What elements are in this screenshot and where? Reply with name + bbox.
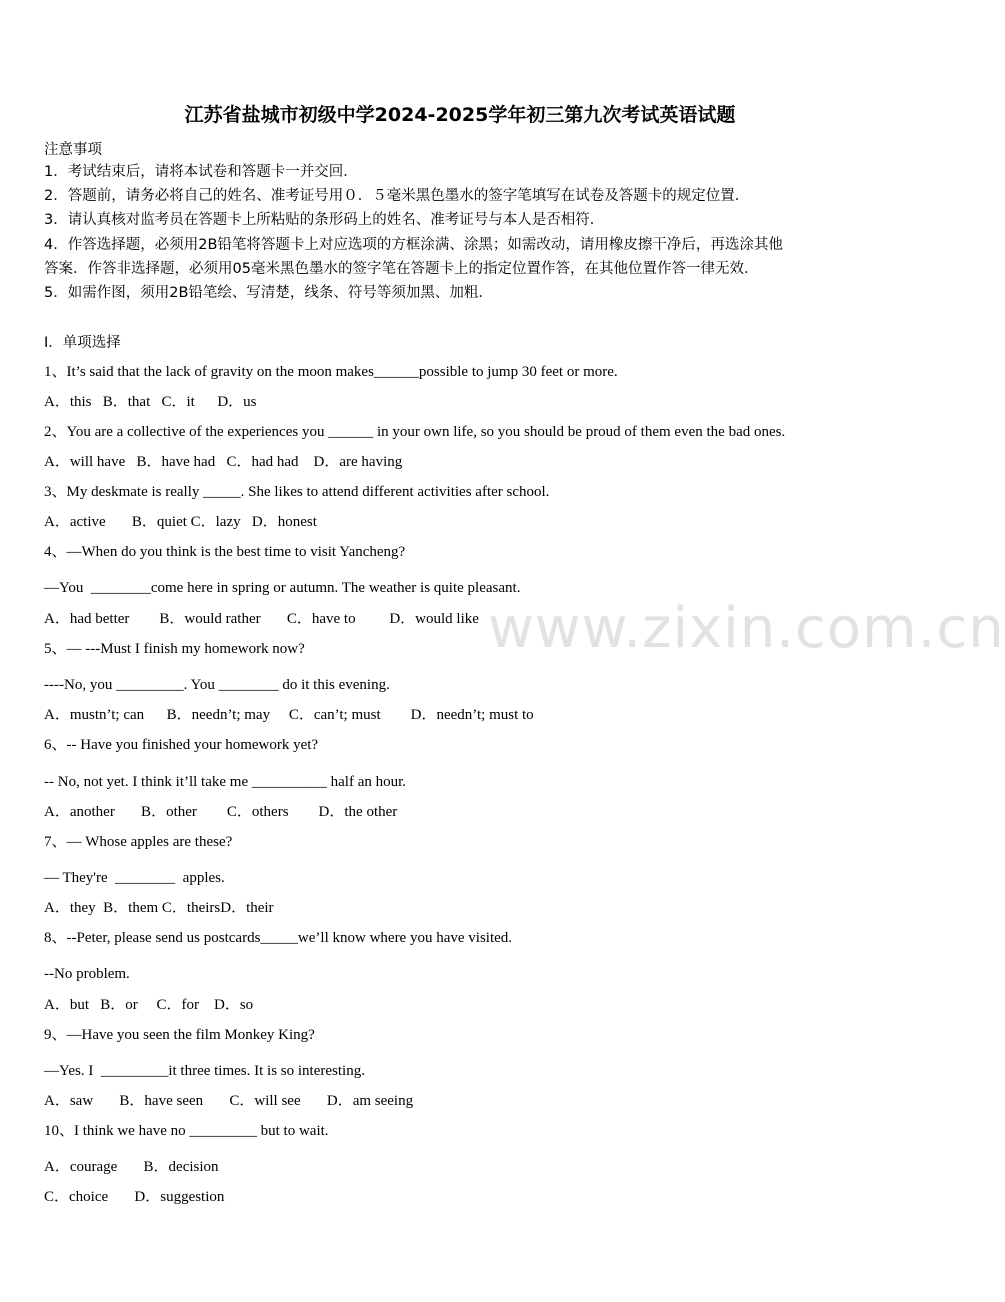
question-2: 2、You are a collective of the experiences you ______ in your own life, so you should be proud of them even the bad ones. [44,424,786,440]
question-6-reply: -- No, not yet. I think it’ll take me __________ half an hour. [44,774,407,790]
options-9: A．saw B．have seen C．will see D．am seeing [44,1093,414,1109]
options-1: A．this B．that C．it D．us [44,394,257,410]
options-8: A．but B．or C．for D．so [44,997,254,1013]
question-10: 10、I think we have no _________ but to wait. [44,1123,329,1139]
section-heading: Ⅰ．单项选择 [44,335,121,351]
watermark: www.zixin.com.cn [488,596,1005,661]
options-7: A．they B．them C．theirsD．their [44,900,274,916]
notice-item: 答案．作答非选择题，必须用05毫米黑色墨水的签字笔在答题卡上的指定位置作答，在其他位置作答一律无效． [44,261,759,277]
options-5: A．mustn’t; can B．needn’t; may C．can’t; must D．needn’t; must to [44,707,534,723]
question-8: 8、--Peter, please send us postcards_____we’ll know where you have visited. [44,930,513,946]
options-10-row2: C．choice D．suggestion [44,1189,225,1205]
question-1: 1、It’s said that the lack of gravity on the moon makes______possible to jump 30 feet or more. [44,364,618,380]
question-7-reply: — They're ________ apples. [44,870,225,886]
question-3: 3、My deskmate is really _____. She likes to attend different activities after school. [44,484,550,500]
question-6: 6、-- Have you finished your homework yet? [44,737,319,753]
question-7: 7、— Whose apples are these? [44,834,233,850]
options-4: A．had better B．would rather C．have to D．would like [44,611,479,627]
question-5: 5、— ---Must I finish my homework now? [44,641,305,657]
options-6: A．another B．other C．others D．the other [44,804,398,820]
question-4: 4、—When do you think is the best time to visit Yancheng? [44,544,406,560]
question-4-reply: —You ________come here in spring or autumn. The weather is quite pleasant. [44,580,521,596]
options-10-row1: A．courage B．decision [44,1159,219,1175]
page-title: 江苏省盐城市初级中学2024-2025学年初三第九次考试英语试题 [184,104,736,126]
notice-heading: 注意事项 [44,142,102,158]
notice-item: 4．作答选择题，必须用2B铅笔将答题卡上对应选项的方框涂满、涂黑；如需改动，请用橡皮擦干净后，再选涂其他 [44,237,783,253]
options-3: A．active B．quiet C．lazy D．honest [44,514,317,530]
options-2: A．will have B．have had C．had had D．are having [44,454,403,470]
notice-item: 3．请认真核对监考员在答题卡上所粘贴的条形码上的姓名、准考证号与本人是否相符． [44,212,605,228]
notice-item: 2．答题前，请务必将自己的姓名、准考证号用０．５毫米黑色墨水的签字笔填写在试卷及答题卡的规定位置． [44,188,750,204]
notice-item: 1．考试结束后，请将本试卷和答题卡一并交回． [44,164,358,180]
question-8-reply: --No problem. [44,966,130,982]
question-5-reply: ----No, you _________. You ________ do it this evening. [44,677,390,693]
notice-item: 5．如需作图，须用2B铅笔绘、写清楚，线条、符号等须加黑、加粗． [44,285,493,301]
question-9-reply: —Yes. I _________it three times. It is so interesting. [44,1063,365,1079]
question-9: 9、—Have you seen the film Monkey King? [44,1027,315,1043]
